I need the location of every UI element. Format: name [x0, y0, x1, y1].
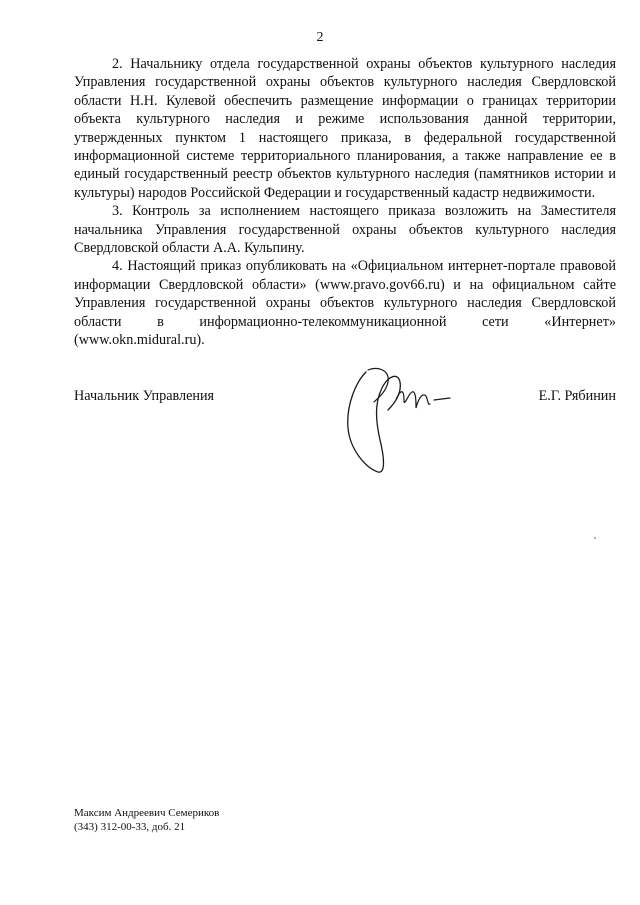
signatory-name: Е.Г. Рябинин: [538, 388, 616, 404]
paragraph-3: 3. Контроль за исполнением настоящего приказа возложить на Заместителя начальника Управления государственной охраны объектов культурного наследия Свердловской области А.А. Кульпину.: [74, 203, 616, 257]
document-body: [74, 55, 616, 350]
scan-speck: [594, 537, 596, 539]
paragraph-4: 4. Настоящий приказ опубликовать на «Официальном интернет-портале правовой информации Свердловской области» (www.pravo.gov66.ru) и на официальном сайте Управления государственной охраны объектов культурного наследия Свердловской области в информационно-телекоммуникационной сети «Интернет» (www.okn.midural.ru).: [74, 258, 616, 349]
executor-phone: (343) 312-00-33, доб. 21: [74, 821, 186, 833]
signatory-title: Начальник Управления: [74, 388, 215, 404]
page-number: 2: [316, 30, 324, 45]
executor-name: Максим Андреевич Семериков: [74, 807, 220, 819]
paragraph-2: 2. Начальнику отдела государственной охраны объектов культурного наследия Управления государственной охраны объектов культурного наследия Свердловской области Н.Н. Кулевой обеспечить размещение информации о границах территории объекта культурного наследия и режиме использования данной территории, утвержденных пунктом 1 настоящего приказа, в федеральной государственной информационной системе территориального планирования, а также направление ее в единый государственный реестр объектов культурного наследия (памятников истории и культуры) народов Российской Федерации и государственный кадастр недвижимости.: [74, 56, 616, 201]
executor-info: [74, 806, 219, 834]
handwritten-signature: [338, 360, 458, 475]
